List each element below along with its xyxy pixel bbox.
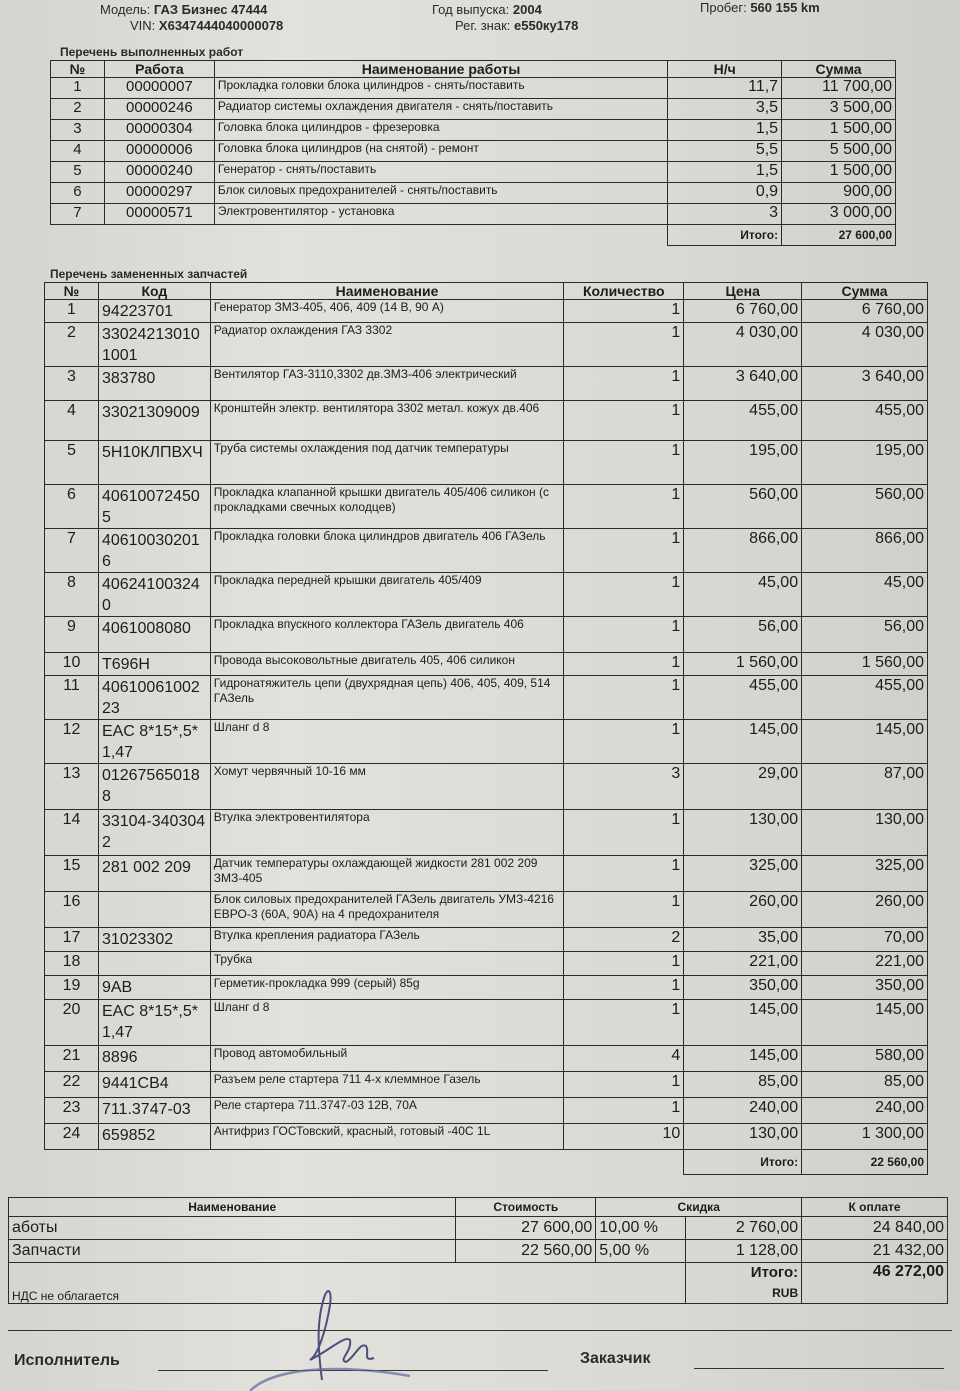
row-sum: 221,00 [802,952,928,976]
row-price: 455,00 [684,401,802,441]
row-number: 5 [51,162,105,183]
row-qty: 1 [564,653,684,676]
row-to-pay: 21 432,00 [802,1240,948,1263]
table-row [45,952,928,976]
table-row [45,1072,928,1098]
customer-signature-line [694,1368,944,1369]
table-row [45,367,928,401]
row-sum: 560,00 [802,485,928,529]
row-code [98,952,210,976]
works-title: Перечень выполненных работ [60,45,244,59]
table-row [45,1098,928,1124]
row-code: Т696Н [98,653,210,676]
col-code: Код [98,283,210,300]
row-hours: 0,9 [668,183,782,204]
col-qty: Количество [564,283,684,300]
row-code: 31023302 [98,928,210,952]
row-code: 406100724505 [98,485,210,529]
row-work-code: 00000297 [104,183,214,204]
row-code: EAC 8*15*,5*1,47 [98,720,210,764]
row-code: 659852 [98,1124,210,1150]
table-row [45,485,928,529]
row-qty: 1 [564,323,684,367]
row-sum: 866,00 [802,529,928,573]
row-number: 2 [51,99,105,120]
row-qty: 1 [564,720,684,764]
row-hours: 5,5 [668,141,782,162]
table-row [51,162,896,183]
row-name: Трубка [210,952,564,976]
row-name: Шланг d 8 [210,1000,564,1046]
row-code: 711.3747-03 [98,1098,210,1124]
row-qty: 1 [564,367,684,401]
row-price: 145,00 [684,1046,802,1072]
table-row [51,99,896,120]
row-number: 22 [45,1072,99,1098]
row-work-code: 00000571 [104,204,214,225]
row-hours: 3 [668,204,782,225]
row-price: 56,00 [684,617,802,653]
row-name: Провод автомобильный [210,1046,564,1072]
col-number: № [45,283,99,300]
row-work-code: 00000007 [104,78,214,99]
row-work-name: Прокладка головки блока цилиндров - снять/поставить [214,78,667,99]
table-row [9,1240,948,1263]
row-to-pay: 24 840,00 [802,1217,948,1240]
parts-title: Перечень замененных запчастей [50,267,248,281]
row-number: 9 [45,617,99,653]
row-sum: 455,00 [802,401,928,441]
row-number: 7 [51,204,105,225]
row-qty: 1 [564,485,684,529]
row-sum: 580,00 [802,1046,928,1072]
col-to-pay: К оплате [802,1198,948,1217]
row-number: 14 [45,810,99,856]
row-name: Гидронатяжитель цепи (двухрядная цепь) 406, 405, 409, 514 ГАЗель [210,676,564,720]
row-sum: 145,00 [802,1000,928,1046]
works-total-row [51,225,896,246]
row-price: 6 760,00 [684,300,802,323]
table-row [45,1046,928,1072]
model-field: Модель: ГАЗ Бизнес 47444 [100,2,268,17]
row-number: 1 [45,300,99,323]
table-row [45,976,928,1000]
col-hours: Н/ч [668,61,782,78]
row-number: 1 [51,78,105,99]
row-qty: 3 [564,764,684,810]
works-header-row [51,61,896,78]
row-name: Втулка электровентилятора [210,810,564,856]
row-sum: 1 300,00 [802,1124,928,1150]
row-name: Прокладка клапанной крышки двигатель 405/406 силикон (с прокладками свечных колодцев) [210,485,564,529]
summary-total-value: 46 272,00 [802,1263,948,1304]
row-price: 221,00 [684,952,802,976]
row-name: Прокладка передней крышки двигатель 405/409 [210,573,564,617]
row-qty: 1 [564,976,684,1000]
row-price: 29,00 [684,764,802,810]
parts-table [44,282,928,1175]
signature-mark [240,1280,440,1391]
row-number: 8 [45,573,99,617]
reg-field: Рег. знак: е550ку178 [455,18,579,33]
works-table [50,60,896,246]
table-row [45,573,928,617]
row-work-name: Блок силовых предохранителей - снять/поставить [214,183,667,204]
row-qty: 1 [564,1098,684,1124]
row-number: 12 [45,720,99,764]
row-hours: 3,5 [668,99,782,120]
row-number: 2 [45,323,99,367]
row-price: 350,00 [684,976,802,1000]
row-sum: 325,00 [802,856,928,892]
row-name: Герметик-прокладка 999 (серый) 85g [210,976,564,1000]
row-code: 281 002 209 [98,856,210,892]
row-price: 560,00 [684,485,802,529]
summary-total-row [9,1263,948,1304]
row-code: 4061008080 [98,617,210,653]
row-name: Втулка крепления радиатора ГАЗель [210,928,564,952]
row-price: 1 560,00 [684,653,802,676]
row-name: аботы [9,1217,456,1240]
row-name: Датчик температуры охлаждающей жидкости 281 002 209 ЗМЗ-405 [210,856,564,892]
row-number: 20 [45,1000,99,1046]
table-row [45,856,928,892]
executor-label: Исполнитель [14,1352,120,1369]
row-number: 13 [45,764,99,810]
row-work-name: Генератор - снять/поставить [214,162,667,183]
row-qty: 1 [564,952,684,976]
row-price: 145,00 [684,720,802,764]
row-sum: 3 500,00 [782,99,896,120]
row-number: 4 [51,141,105,162]
row-code: 33104-3403042 [98,810,210,856]
row-sum: 11 700,00 [782,78,896,99]
table-row [51,141,896,162]
table-row [51,183,896,204]
table-row [45,810,928,856]
row-price: 325,00 [684,856,802,892]
row-code: 406241003240 [98,573,210,617]
row-name: Провода высоковольтные двигатель 405, 406 силикон [210,653,564,676]
row-code: 4061006100223 [98,676,210,720]
table-row [45,653,928,676]
row-name: Блок силовых предохранителей ГАЗель двигатель УМЗ-4216 ЕВРО-3 (60А, 90А) на 4 предохранителя [210,892,564,928]
row-discount-amount: 1 128,00 [686,1240,802,1263]
row-sum: 45,00 [802,573,928,617]
table-row [45,323,928,367]
row-code: 383780 [98,367,210,401]
row-qty: 1 [564,617,684,653]
row-price: 130,00 [684,810,802,856]
row-code: 012675650188 [98,764,210,810]
summary-total-label: Итого: RUB [686,1263,802,1304]
table-row [51,120,896,141]
row-code: 406100302016 [98,529,210,573]
table-row [51,78,896,99]
table-row [45,617,928,653]
row-sum: 130,00 [802,810,928,856]
table-row [45,676,928,720]
row-sum: 87,00 [802,764,928,810]
row-number: 6 [45,485,99,529]
row-number: 21 [45,1046,99,1072]
row-name: Прокладка впускного коллектора ГАЗель двигатель 406 [210,617,564,653]
row-code: EAC 8*15*,5*1,47 [98,1000,210,1046]
row-number: 16 [45,892,99,928]
table-row [45,300,928,323]
row-qty: 1 [564,856,684,892]
row-qty: 1 [564,300,684,323]
works-total-label: Итого: [668,225,782,246]
row-price: 145,00 [684,1000,802,1046]
row-sum: 1 500,00 [782,162,896,183]
row-price: 45,00 [684,573,802,617]
customer-label: Заказчик [580,1350,651,1367]
row-qty: 4 [564,1046,684,1072]
col-sum: Сумма [782,61,896,78]
table-row [9,1217,948,1240]
row-sum: 1 500,00 [782,120,896,141]
parts-total-label: Итого: [684,1150,802,1175]
row-number: 24 [45,1124,99,1150]
separator-line [8,1330,952,1331]
row-name: Генератор ЗМЗ-405, 406, 409 (14 В, 90 А) [210,300,564,323]
row-number: 19 [45,976,99,1000]
table-row [45,401,928,441]
table-row [45,1124,928,1150]
row-number: 11 [45,676,99,720]
row-qty: 1 [564,892,684,928]
vin-field: VIN: X6347444040000078 [130,18,284,33]
row-number: 23 [45,1098,99,1124]
row-qty: 1 [564,529,684,573]
row-work-name: Головка блока цилиндров - фрезеровка [214,120,667,141]
col-work: Работа [104,61,214,78]
row-name: Вентилятор ГАЗ-3110,3302 дв.ЗМЗ-406 электрический [210,367,564,401]
table-row [45,928,928,952]
row-price: 4 030,00 [684,323,802,367]
row-name: Прокладка головки блока цилиндров двигатель 406 ГАЗель [210,529,564,573]
row-number: 4 [45,401,99,441]
row-work-code: 00000304 [104,120,214,141]
table-row [45,764,928,810]
row-price: 85,00 [684,1072,802,1098]
col-work-name: Наименование работы [214,61,667,78]
parts-total-value: 22 560,00 [802,1150,928,1175]
row-price: 3 640,00 [684,367,802,401]
summary-table [8,1197,948,1304]
row-name: Радиатор охлаждения ГАЗ 3302 [210,323,564,367]
row-sum: 3 000,00 [782,204,896,225]
row-qty: 1 [564,1000,684,1046]
row-sum: 70,00 [802,928,928,952]
row-sum: 195,00 [802,441,928,485]
row-code: 9АВ [98,976,210,1000]
row-number: 15 [45,856,99,892]
col-name: Наименование [210,283,564,300]
row-sum: 455,00 [802,676,928,720]
mileage-field: Пробег: 560 155 km [700,0,820,15]
col-name: Наименование [9,1198,456,1217]
row-price: 130,00 [684,1124,802,1150]
row-code: 94223701 [98,300,210,323]
row-qty: 1 [564,573,684,617]
row-name: Запчасти [9,1240,456,1263]
vat-note: НДС не облагается [9,1263,686,1304]
parts-header-row [45,283,928,300]
row-name: Разъем реле стартера 711 4-х клеммное Газель [210,1072,564,1098]
row-qty: 1 [564,810,684,856]
row-name: Кронштейн электр. вентилятора 3302 метал. кожух дв.406 [210,401,564,441]
row-number: 18 [45,952,99,976]
row-number: 3 [51,120,105,141]
row-sum: 85,00 [802,1072,928,1098]
row-work-name: Электровентилятор - установка [214,204,667,225]
row-price: 260,00 [684,892,802,928]
row-code: 5Н10КЛПВХЧ [98,441,210,485]
col-sum: Сумма [802,283,928,300]
row-hours: 11,7 [668,78,782,99]
row-number: 17 [45,928,99,952]
row-sum: 6 760,00 [802,300,928,323]
row-code: 33021309009 [98,401,210,441]
row-qty: 2 [564,928,684,952]
row-sum: 350,00 [802,976,928,1000]
row-hours: 1,5 [668,162,782,183]
row-code: 9441CB4 [98,1072,210,1098]
row-sum: 3 640,00 [802,367,928,401]
row-number: 3 [45,367,99,401]
row-number: 7 [45,529,99,573]
col-price: Цена [684,283,802,300]
row-sum: 4 030,00 [802,323,928,367]
table-row [45,441,928,485]
row-number: 10 [45,653,99,676]
col-discount: Скидка [596,1198,802,1217]
row-work-code: 00000246 [104,99,214,120]
table-row [45,529,928,573]
row-name: Хомут червячный 10-16 мм [210,764,564,810]
table-row [45,1000,928,1046]
currency: RUB [772,1286,799,1300]
row-discount-percent: 10,00 % [596,1217,686,1240]
row-qty: 1 [564,441,684,485]
row-price: 240,00 [684,1098,802,1124]
col-number: № [51,61,105,78]
table-row [45,720,928,764]
row-sum: 5 500,00 [782,141,896,162]
row-qty: 10 [564,1124,684,1150]
row-work-code: 00000006 [104,141,214,162]
row-price: 35,00 [684,928,802,952]
parts-total-row [45,1150,928,1175]
works-total-value: 27 600,00 [782,225,896,246]
year-field: Год выпуска: 2004 [432,2,542,17]
row-sum: 260,00 [802,892,928,928]
table-row [51,204,896,225]
row-name: Шланг d 8 [210,720,564,764]
row-name: Труба системы охлаждения под датчик температуры [210,441,564,485]
row-code: 330242130101001 [98,323,210,367]
row-hours: 1,5 [668,120,782,141]
row-discount-amount: 2 760,00 [686,1217,802,1240]
row-code: 8896 [98,1046,210,1072]
row-cost: 22 560,00 [456,1240,596,1263]
row-number: 6 [51,183,105,204]
row-price: 195,00 [684,441,802,485]
row-qty: 1 [564,1072,684,1098]
row-sum: 145,00 [802,720,928,764]
row-discount-percent: 5,00 % [596,1240,686,1263]
row-name: Антифриз ГОСТовский, красный, готовый -40С 1L [210,1124,564,1150]
row-name: Реле стартера 711.3747-03 12В, 70А [210,1098,564,1124]
row-number: 5 [45,441,99,485]
row-qty: 1 [564,676,684,720]
row-sum: 56,00 [802,617,928,653]
table-row [45,892,928,928]
row-sum: 900,00 [782,183,896,204]
row-sum: 1 560,00 [802,653,928,676]
row-price: 455,00 [684,676,802,720]
row-code [98,892,210,928]
row-price: 866,00 [684,529,802,573]
row-work-code: 00000240 [104,162,214,183]
row-work-name: Радиатор системы охлаждения двигателя - снять/поставить [214,99,667,120]
summary-header-row [9,1198,948,1217]
row-work-name: Головка блока цилиндров (на снятой) - ремонт [214,141,667,162]
row-sum: 240,00 [802,1098,928,1124]
col-cost: Стоимость [456,1198,596,1217]
row-cost: 27 600,00 [456,1217,596,1240]
row-qty: 1 [564,401,684,441]
